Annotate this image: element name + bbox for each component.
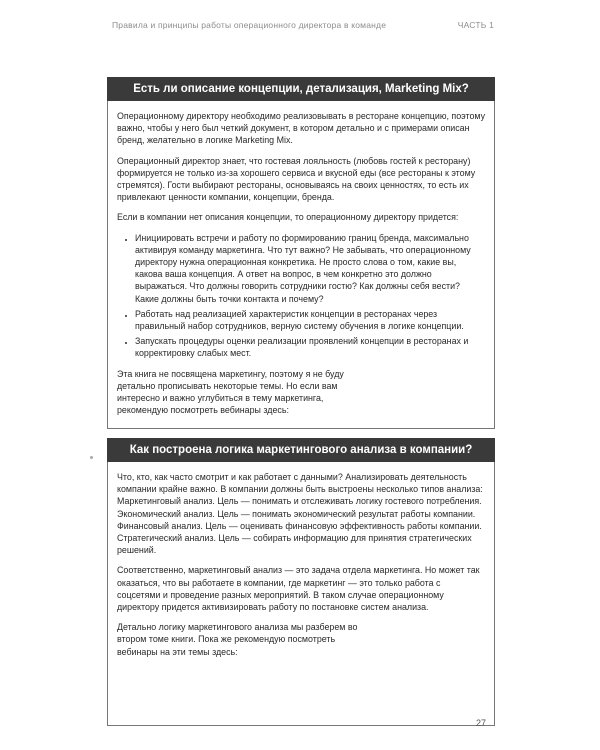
bullet-item: • Работать над реализацией характеристик концепции в ресторанах через правильный набор сотрудников, верную систему обучения в логике концепции. bbox=[135, 308, 486, 332]
concept-section-body bbox=[107, 101, 495, 429]
running-header-title: Правила и принципы работы операционного директора в команде bbox=[112, 20, 387, 30]
marketing-analysis-section bbox=[107, 438, 495, 726]
bullet-list bbox=[117, 232, 486, 360]
bullet-item: • Запускать процедуры оценки реализации проявлений концепции в ресторанах и корректировку слабых мест. bbox=[135, 335, 486, 359]
bullet-item: • Инициировать встречи и работу по формированию границ бренда, максимально активируя команду маркетинга. Что тут важно? Не забывать, что операционному директору нужна операционная конкретика. Не просто слова о том, какие вы, какова ваша концепция. А ответ на вопрос, в чем конкретно это должно выражаться. Что должны говорить сотрудники гостю? Как должны себя вести? Какие должны быть точки контакта и почему? bbox=[135, 232, 486, 305]
paragraph: Операционному директору необходимо реализовывать в ресторане концепцию, поэтому важно, чтобы у него был четкий документ, в котором детально и с примерами описан бренд, желательно в логике Marketing Mix. bbox=[117, 111, 486, 146]
paragraph: Соответственно, маркетинговый анализ — это задача отдела маркетинга. Но может так оказаться, что вы работаете в компании, где маркетинг — это только работа с соцсетями и проведение разных мероприятий. В таком случае операционному директору придется активизировать работу по постановке систем анализа. bbox=[117, 565, 480, 613]
concept-section bbox=[107, 77, 495, 429]
paragraph: Операционный директор знает, что гостевая лояльность (любовь гостей к ресторану) формируется не только из-за хорошего сервиса и вкусной еды (все рестораны к этому стремятся). Гости выбирают рестораны, основываясь на своих ценностях, то есть их привлекают ценности компании, концепции, бренда. bbox=[117, 155, 476, 203]
marketing-analysis-body bbox=[107, 462, 495, 726]
paragraph: Детально логику маркетингового анализа мы разберем во втором томе книги. Пока же рекомендую посмотреть вебинары на эти темы здесь: bbox=[117, 622, 358, 657]
page-number: 27 bbox=[476, 718, 487, 728]
chapter-label: ЧАСТЬ 1 bbox=[457, 20, 494, 30]
scan-mark bbox=[90, 456, 93, 459]
marketing-analysis-heading: Как построена логика маркетингового анализа в компании? bbox=[107, 438, 495, 462]
running-header bbox=[112, 20, 494, 30]
paragraph: Что, кто, как часто смотрит и как работает с данными? Анализировать деятельность компании крайне важно. В компании должны быть выстроены несколько типов анализа: Маркетинговый анализ. Цель — понимать и отслеживать логику гостевого потребления. Экономический анализ. Цель — понимать экономический результат работы компании. Финансовый анализ. Цель — оценивать финансовую эффективность работы компании. Стратегический анализ. Цель — собирать информацию для принятия стратегических решений. bbox=[117, 472, 483, 556]
paragraph: Эта книга не посвящена маркетингу, поэтому я не буду детально прописывать некоторые темы. Но если вам интересно и важно углубиться в тему маркетинга, рекомендую посмотреть вебинары здесь: bbox=[117, 368, 344, 416]
paragraph: Если в компании нет описания концепции, то операционному директору придется: bbox=[117, 212, 459, 223]
concept-section-heading: Есть ли описание концепции, детализация, Marketing Mix? bbox=[107, 77, 495, 101]
